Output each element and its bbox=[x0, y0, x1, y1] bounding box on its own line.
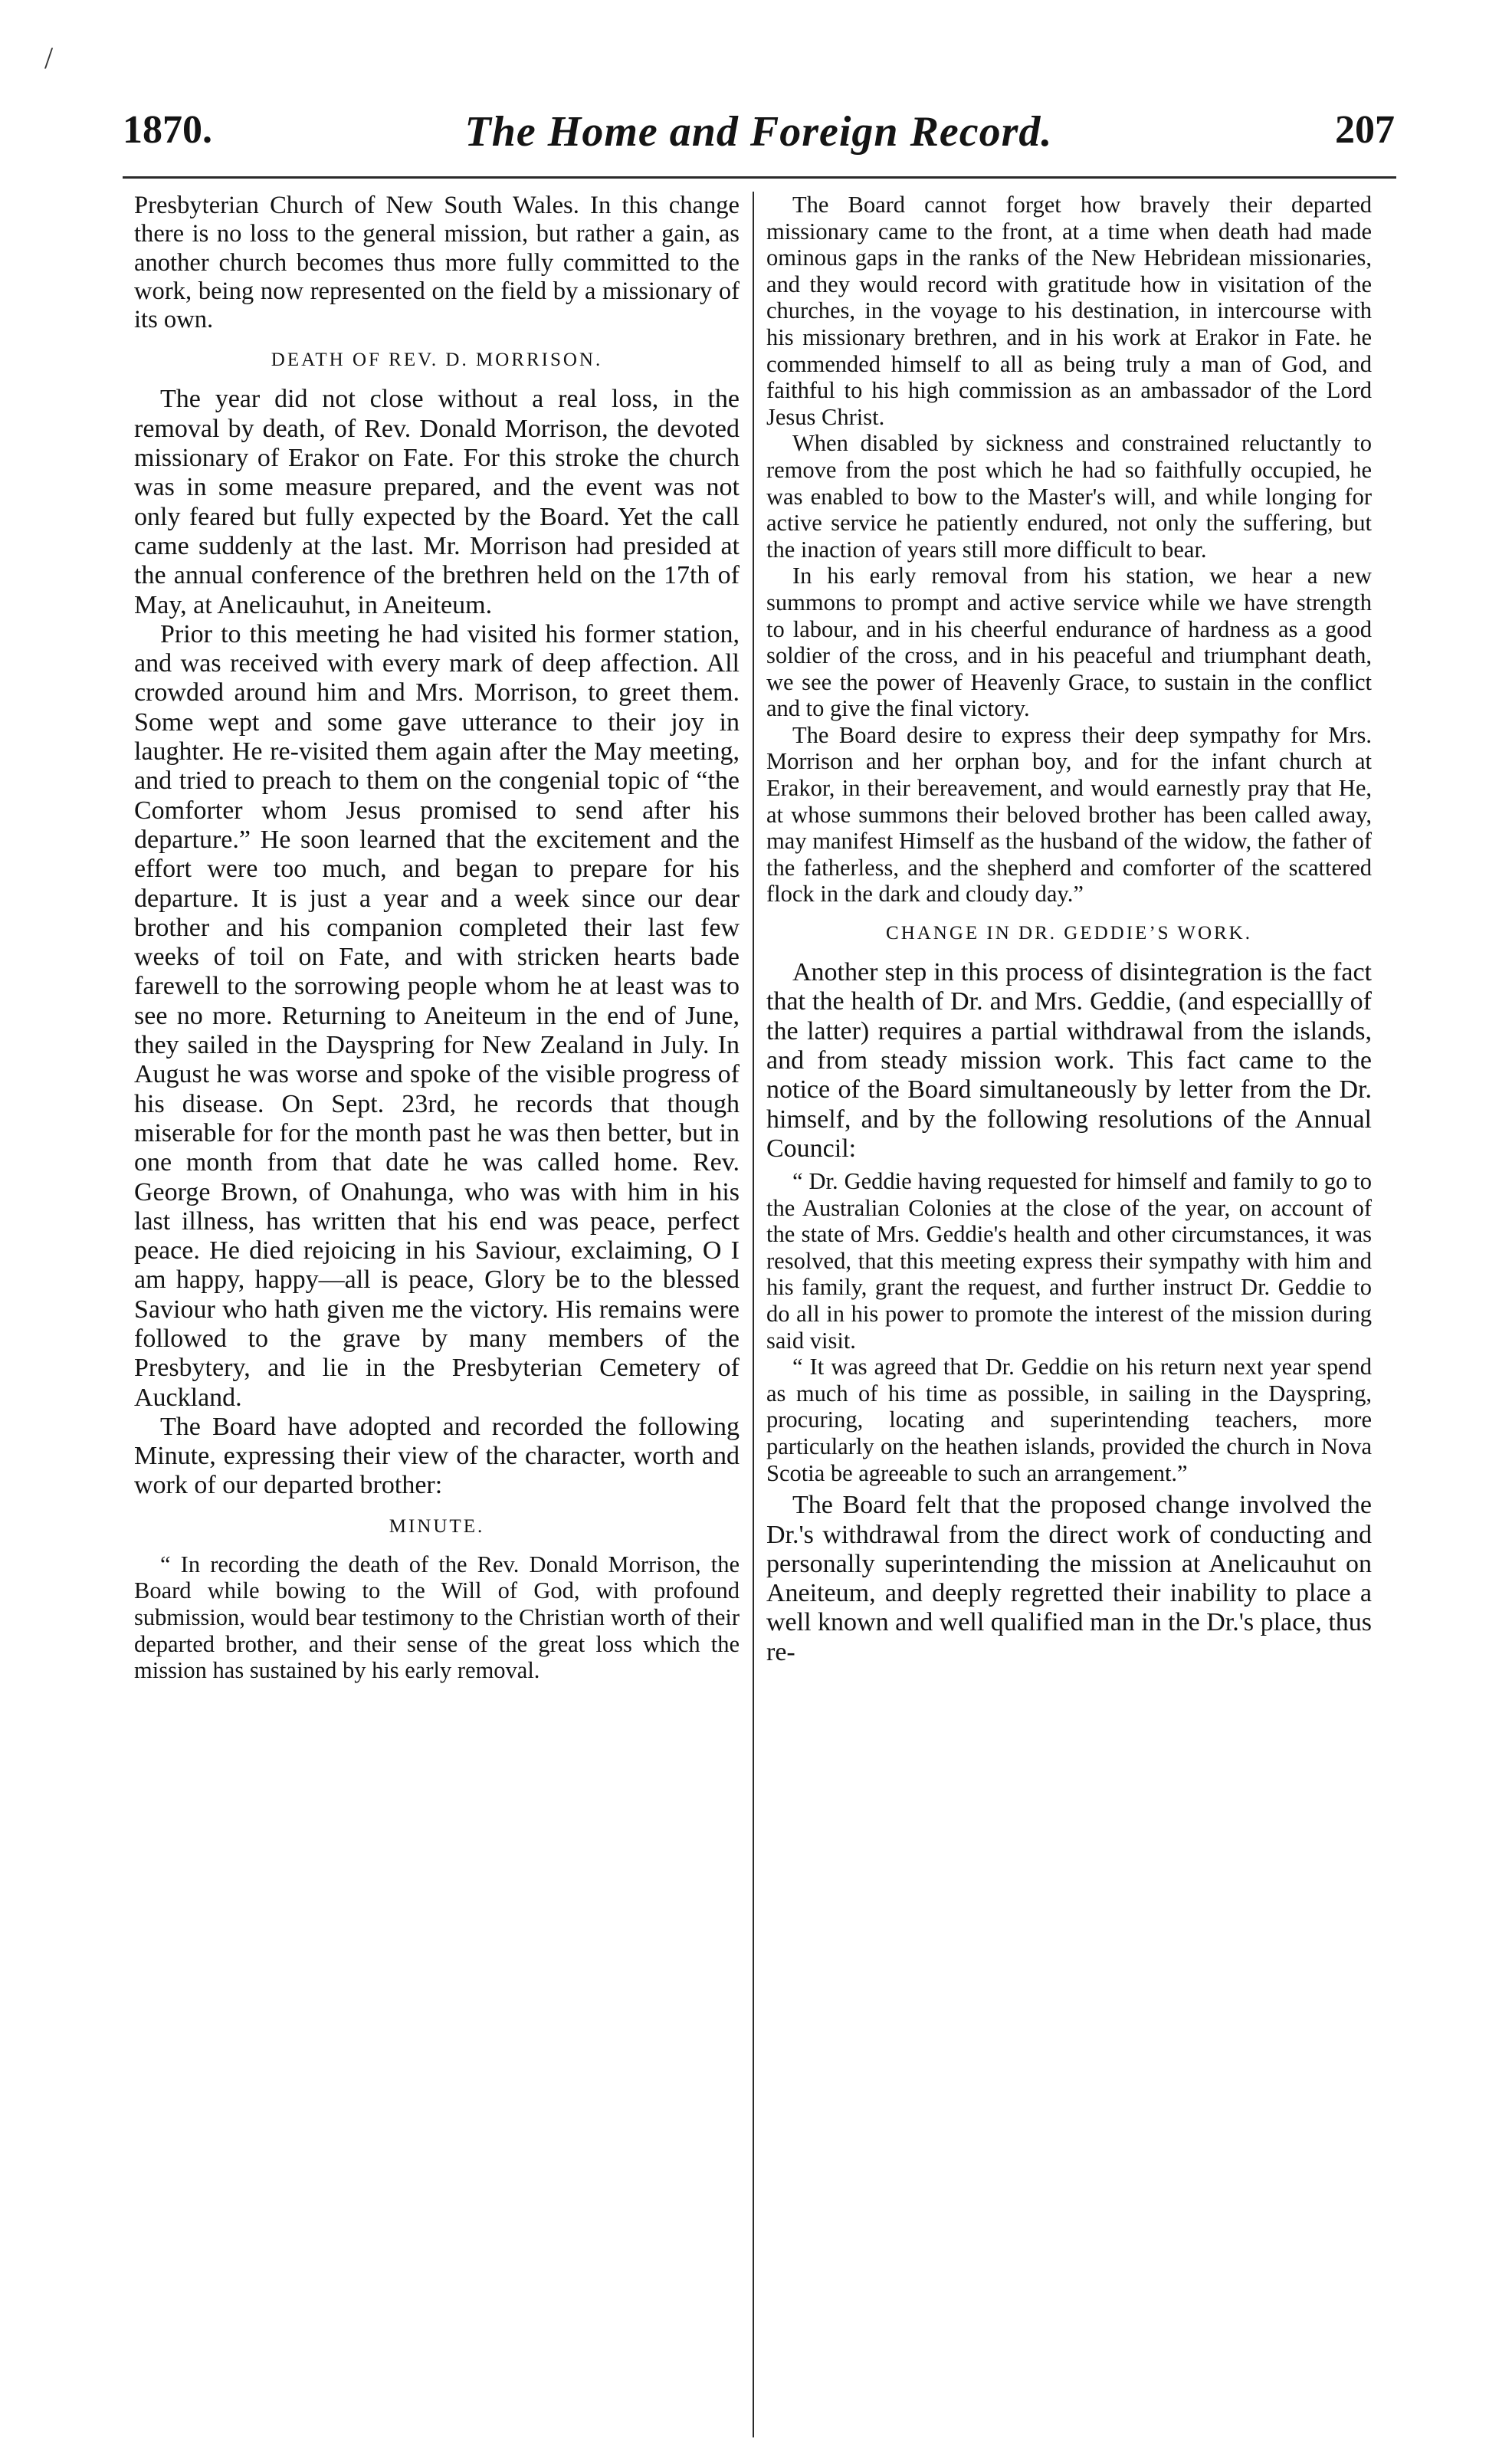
left-intro-paragraph: Presbyterian Church of New South Wales. In this change there is no loss to the general mission, but rather a gain, as another church becomes thus more fully committed to the work, being now represented on the field by a missionary of its own. bbox=[134, 192, 740, 334]
header-title: The Home and Foreign Record. bbox=[464, 108, 1053, 156]
heading-change-in-dr-geddies-work: CHANGE IN DR. GEDDIE’S WORK. bbox=[886, 923, 1252, 944]
right-paragraph-3: In his early removal from his station, we hear a new summons to prompt and active service while we have strength to labour, and in his cheerful endurance of hardness as a good soldier of the cross, and in his peaceful and triumphant death, we see the power of Heavenly Grace, to sustain in the conflict and to give the final victory. bbox=[766, 563, 1372, 722]
left-paragraph-1: The year did not close without a real loss, in the removal by death, of Rev. Donald Morrison, the devoted missionary of Erakor on Fate. For this stroke the church was in some measure prepared, and the event was not only feared but fully expected by the Board. Yet the call came suddenly at the last. Mr. Morrison had presided at the annual conference of the brethren held on the 17th of May, at Anelicauhut, in Aneiteum. bbox=[134, 385, 740, 619]
heading-death-of-rev-d-morrison: DEATH OF REV. D. MORRISON. bbox=[271, 350, 603, 371]
right-paragraph-4: The Board desire to express their deep sympathy for Mrs. Morrison and her orphan boy, and for the infant church at Erakor, in their bereavement, and would earnestly pray that He, at whose summons their beloved brother has been called away, may manifest Himself as the husband of the widow, the father of the fatherless, and the shepherd and comforter of the scattered flock in the dark and cloudy day.” bbox=[766, 721, 1372, 908]
right-paragraph-2: When disabled by sickness and constrained reluctantly to remove from the post which he had so faithfully occupied, he was enabled to bow to the Master's will, and while longing for active service he patiently endured, not only the suffering, but the inaction of years still more difficult to bear. bbox=[766, 430, 1372, 563]
right-paragraph-5: Another step in this process of disintegration is the fact that the health of Dr. and Mrs. Geddie, (and especiallly of the latter) requires a partial withdrawal from the islands, and from steady mission work. This fact came to the notice of the Board simultaneously by letter from the Dr. himself, and by the following resolutions of the Annual Council: bbox=[766, 958, 1372, 1163]
right-column bbox=[766, 192, 1372, 1667]
header-year: 1870. bbox=[123, 108, 212, 152]
right-paragraph-1: The Board cannot forget how bravely their departed missionary came to the front, at a time when death had made ominous gaps in the ranks of the New Hebridean missionaries, and they would record with gratitude how in visitation of the churches, in the voyage to his destination, in intercourse with his missionary brethren, and in his work at Erakor in Fate. he commended himself to all as being truly a man of God, and faithful to his high commission as an ambassador of the Lord Jesus Christ. bbox=[766, 192, 1372, 430]
right-paragraph-7: “ It was agreed that Dr. Geddie on his return next year spend as much of his time as possible, in sailing in the Dayspring, procuring, locating and superintending teachers, more particularly on the heathen islands, provided the church in Nova Scotia be agreeable to such an arrangement.” bbox=[766, 1354, 1372, 1486]
left-column bbox=[134, 192, 740, 1684]
heading-minute: MINUTE. bbox=[389, 1515, 485, 1537]
left-paragraph-3: The Board have adopted and recorded the following Minute, expressing their view of the character, worth and work of our departed brother: bbox=[134, 1412, 740, 1500]
running-header bbox=[123, 107, 1395, 169]
left-paragraph-2: Prior to this meeting he had visited his former station, and was received with every mark of deep affection. All crowded around him and Mrs. Morrison, to greet them. Some wept and some gave utterance to their joy in laughter. He re-visited them again after the May meeting, and tried to preach to them on the congenial topic of “the Comforter whom Jesus promised to send after his departure.” He soon learned that the excitement and the effort were too much, and began to prepare for his departure. It is just a year and a week since our dear brother and his companion completed their last few weeks of toil on Fate, and with stricken hearts bade farewell to the sorrowing people whom he at least was to see no more. Returning to Aneiteum in the end of June, they sailed in the Dayspring for New Zealand in July. In August he was worse and spoke of the visible progress of his disease. On Sept. 23rd, he records that though miserable for for the month past he was then better, but in one month from that date he was called home. Rev. George Brown, of Onahunga, who was with him in his last illness, has written that his end was peace, perfect peace. He died rejoicing in his Saviour, exclaiming, O I am happy, happy—all is peace, Glory be to the blessed Saviour who hath given me the victory. His remains were followed to the grave by many members of the Presbytery, and lie in the Presbyterian Cemetery of Auckland. bbox=[134, 619, 740, 1412]
right-paragraph-8: The Board felt that the proposed change involved the Dr.'s withdrawal from the direct work of conducting and personally superintending the mission at Anelicauhut on Aneiteum, and deeply regretted their inability to place a well known and well qualified man in the Dr.'s place, thus re- bbox=[766, 1491, 1372, 1666]
left-paragraph-4: “ In recording the death of the Rev. Donald Morrison, the Board while bowing to the Will of God, with profound submission, would bear testimony to the Christian worth of their departed brother, and their sense of the great loss which the mission has sustained by his early removal. bbox=[134, 1551, 740, 1684]
right-paragraph-6: “ Dr. Geddie having requested for himself and family to go to the Australian Colonies at the close of the year, on account of the state of Mrs. Geddie's health and other circumstances, it was resolved, that this meeting express their sympathy with him and his family, grant the request, and further instruct Dr. Geddie to do all in his power to promote the interest of the mission during said visit. bbox=[766, 1168, 1372, 1354]
header-rule bbox=[123, 176, 1396, 179]
column-divider bbox=[753, 192, 754, 2437]
margin-mark: / bbox=[44, 41, 54, 75]
header-page-number: 207 bbox=[1335, 108, 1395, 152]
